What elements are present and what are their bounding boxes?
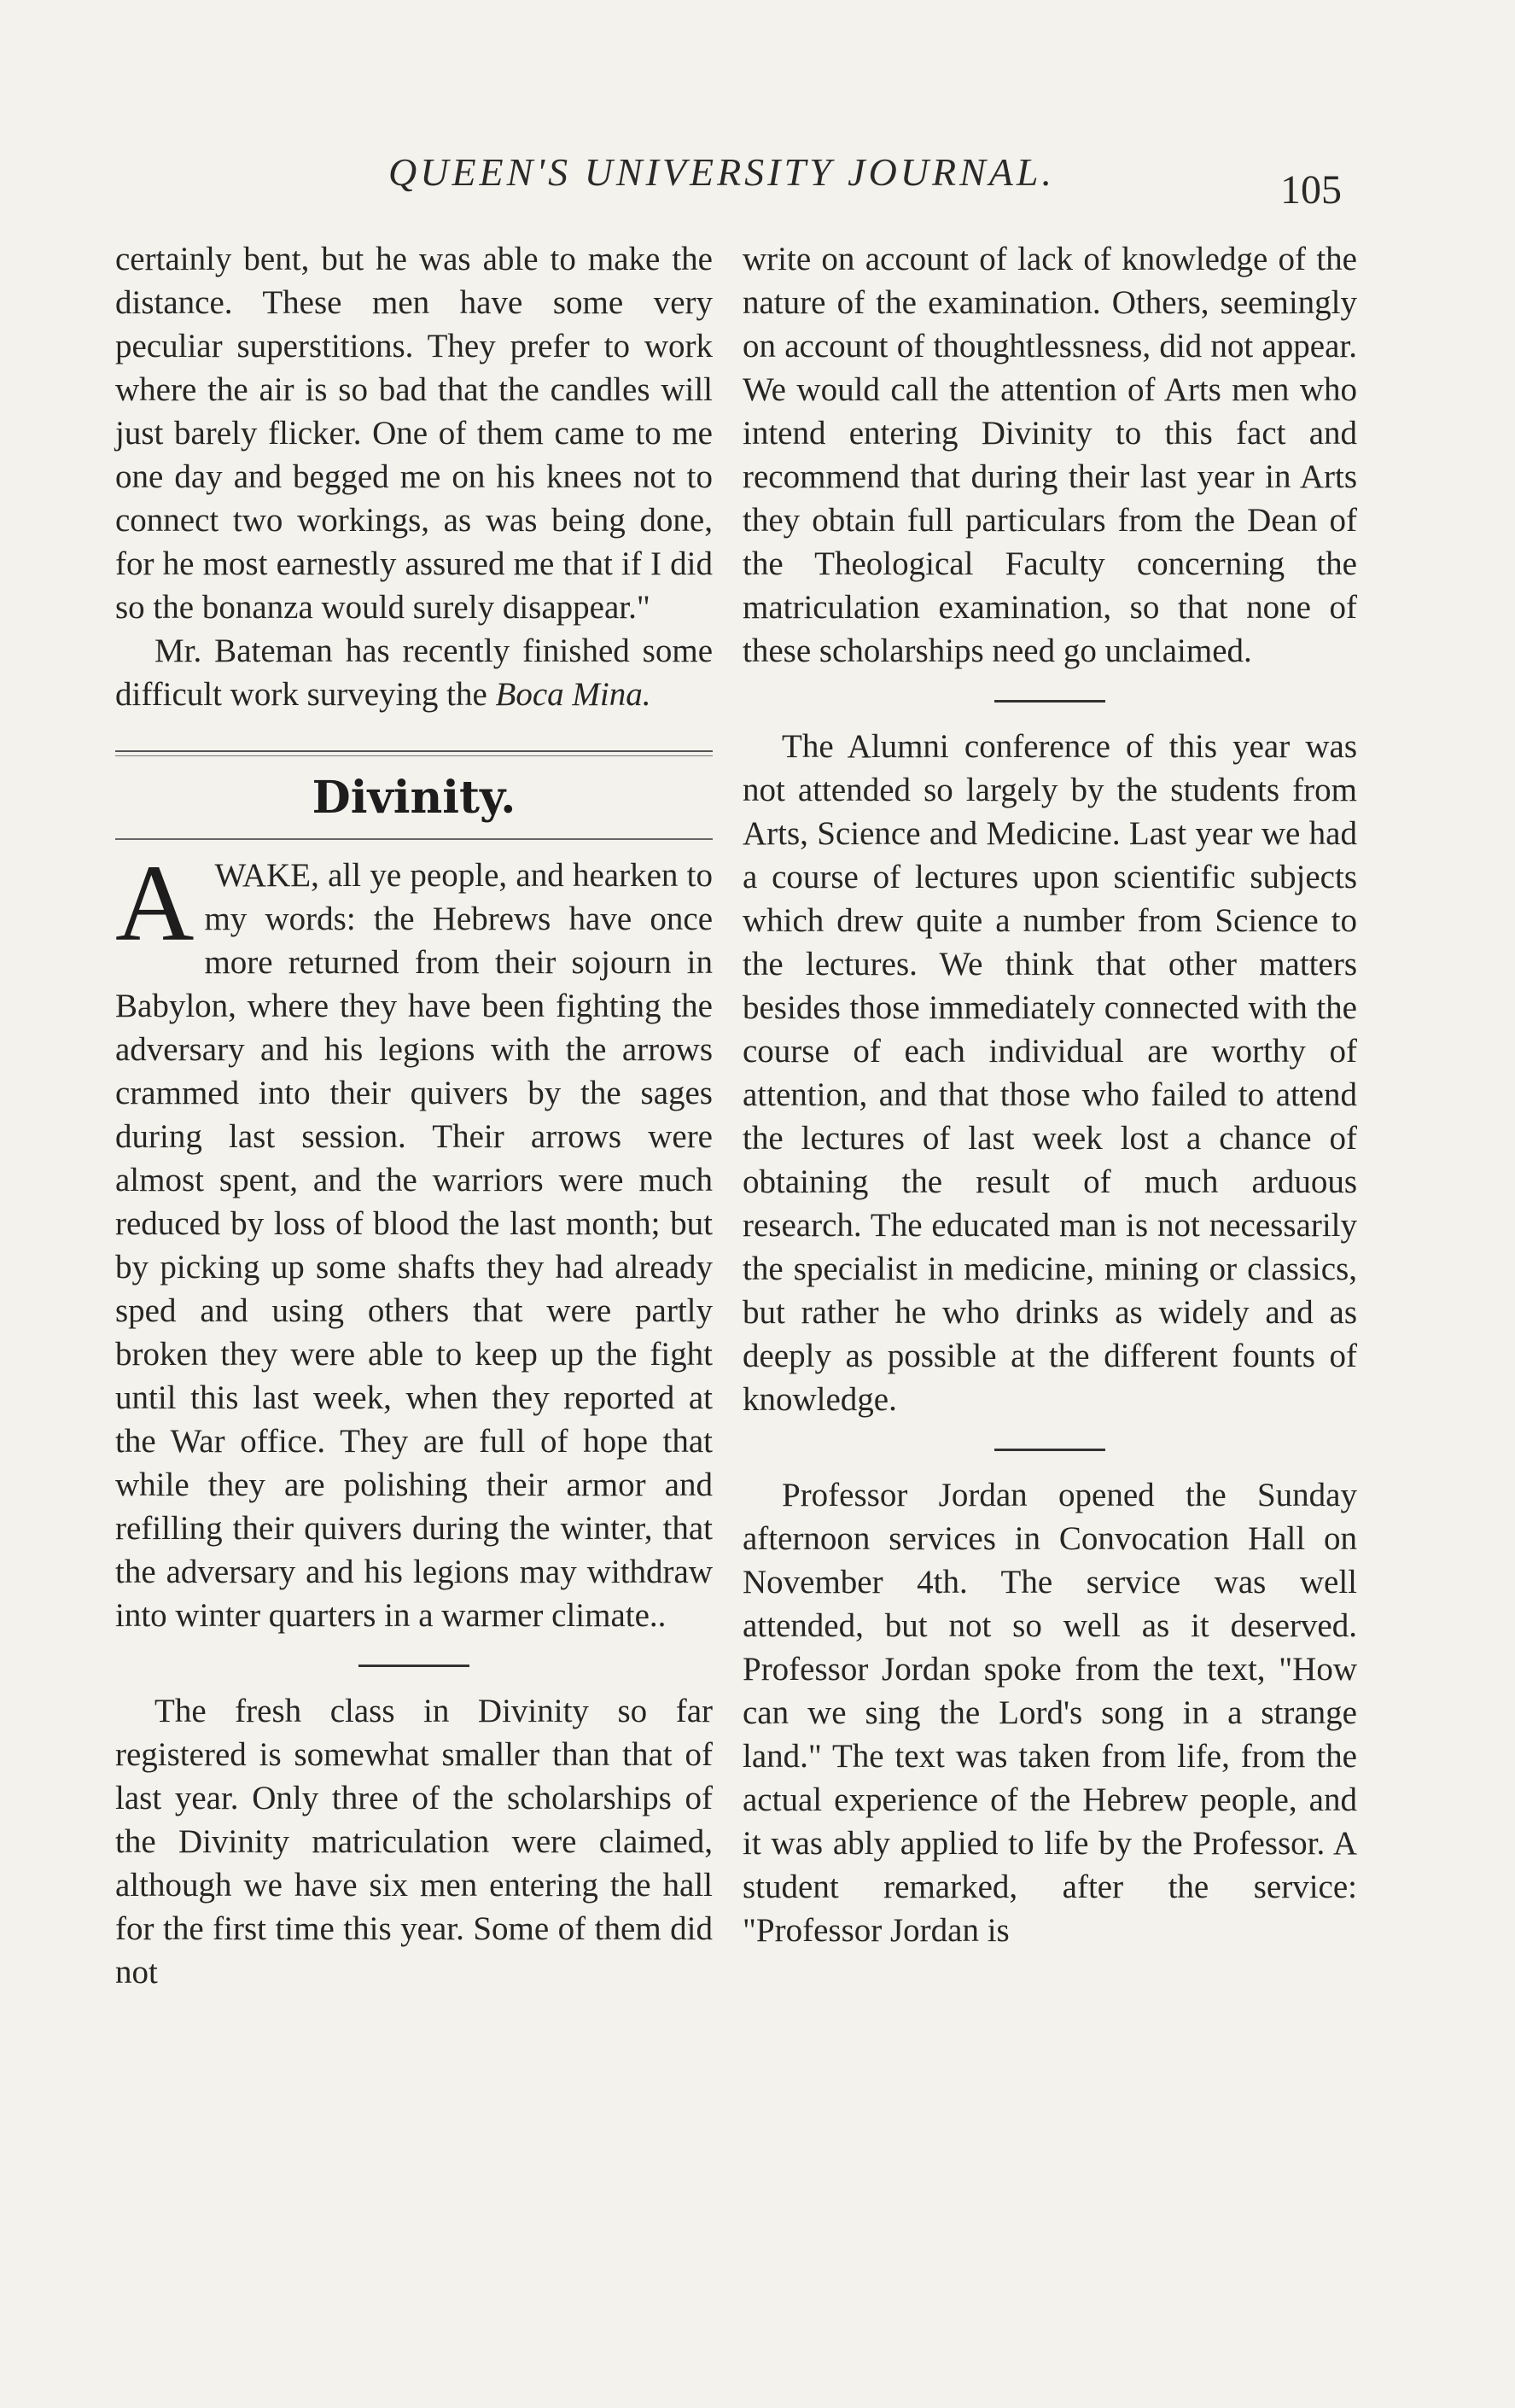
- paragraph-divider: [358, 1665, 469, 1667]
- section-heading: Divinity.: [312, 772, 516, 824]
- paragraph: write on account of lack of knowledge of the nature of the examination. Others, seemingly on account of thoughtlessness, did not appear. We would call the attention of Arts men who intend entering Divinity to this fact and recommend that during their last year in Arts they obtain full particulars from the Dean of the Theological Faculty concerning the matriculation examination, so that none of these scholarships need go unclaimed.: [743, 241, 1357, 669]
- paragraph: Professor Jordan opened the Sunday afternoon services in Convocation Hall on November 4th. The service was well attended, but not so well as it deserved. Professor Jordan spoke from the text, "How can we sing the Lord's song in a strange land." The text was taken from life, from the actual experience of the Hebrew people, and it was ably applied to life by the Professor. A student remarked, after the service: "Professor Jordan is: [743, 1477, 1357, 1949]
- paragraph-text: Mr. Bateman has recently finished some difficult work surveying the: [115, 633, 713, 713]
- heading-rule: [115, 838, 713, 840]
- right-column: [743, 237, 1357, 1952]
- italic-term: Boca Mina.: [495, 676, 651, 713]
- left-column: [115, 237, 713, 1994]
- page-header: [0, 149, 1515, 218]
- paragraph-divider: [994, 1449, 1105, 1451]
- paragraph: certainly bent, but he was able to make the distance. These men have some very peculiar superstitions. They prefer to work where the air is so bad that the candles will just barely flicker. One of them came to me one day and begged me on his knees not to connect two workings, as was being done, for he most earnestly assured me that if I did so the bonanza would surely disappear.": [115, 241, 713, 626]
- paragraph: [115, 843, 713, 1637]
- paragraph-text: WAKE, all ye people, and hearken to my words: the Hebrews have once more returned from their sojourn in Babylon, where they have been fighting the adversary and his legions with the arrows crammed into their quivers by the sages during last session. Their arrows were almost spent, and the warriors were much reduced by loss of blood the last month; but by picking up some shafts they had already sped and using others that were partly broken they were able to keep up the fight until this last week, when they reported at the War office. They are full of hope that while they are polishing their armor and refilling their quivers during the winter, that the adversary and his legions may withdraw into winter quarters in a warmer climate..: [115, 857, 713, 1634]
- paragraph: The fresh class in Divinity so far registered is somewhat smaller than that of last year. Only three of the scholarships of the Divinity matriculation were claimed, although we have six men entering the hall for the first time this year. Some of them did not: [115, 1693, 713, 1991]
- paragraph-divider: [994, 700, 1105, 703]
- paragraph: [115, 629, 713, 716]
- page-number: 105: [1280, 167, 1342, 213]
- journal-title: QUEEN'S UNIVERSITY JOURNAL.: [388, 150, 1055, 194]
- drop-cap: A: [115, 843, 195, 964]
- paragraph: The Alumni conference of this year was not attended so largely by the students from Arts, Science and Medicine. Last year we had a course of lectures upon scientific subjects which drew quite a number from Science to the lectures. We think that other matters besides those immediately connected with the course of each individual are worthy of attention, and that those who failed to attend the lectures of last week lost a chance of obtaining the result of much arduous research. The educated man is not necessarily the specialist in medicine, mining or classics, but rather he who drinks as widely and as deeply as possible at the different founts of knowledge.: [743, 728, 1357, 1418]
- section-divider: [115, 750, 713, 756]
